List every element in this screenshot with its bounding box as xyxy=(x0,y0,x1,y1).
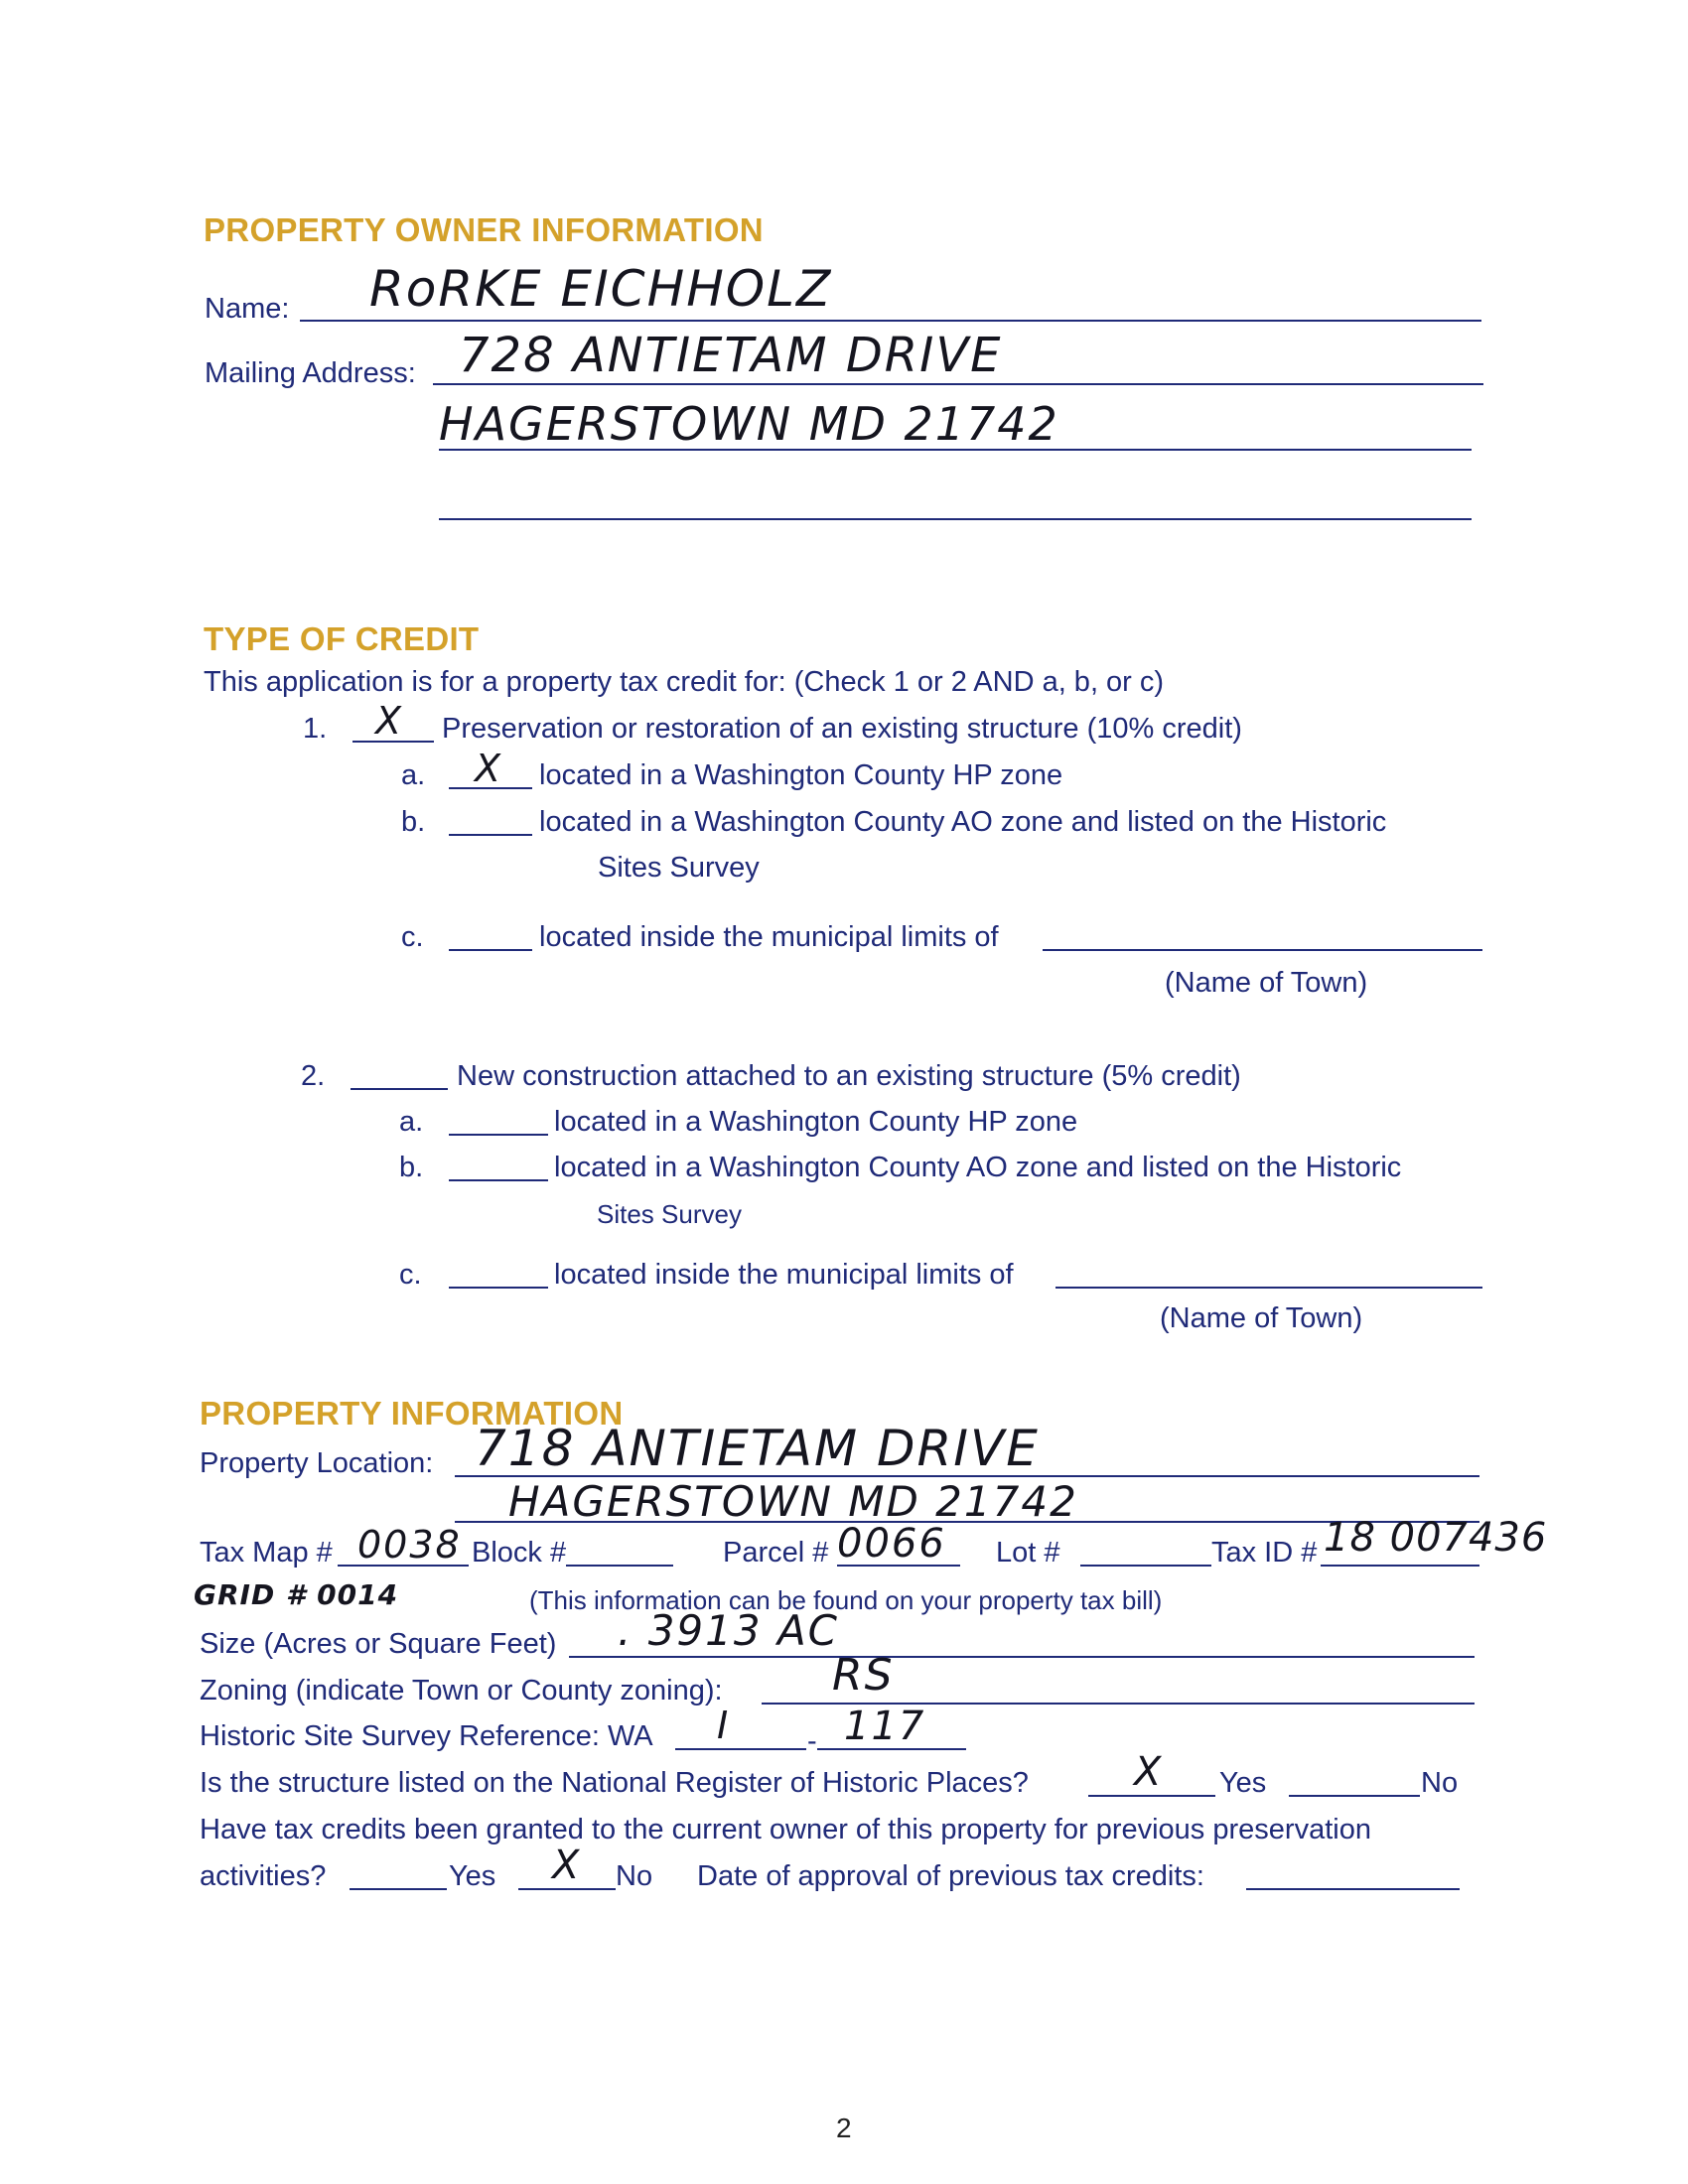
option-2-checkbox-line[interactable] xyxy=(351,1088,448,1090)
mailing-address-line-3[interactable] xyxy=(439,518,1472,520)
option-2c-town-line[interactable] xyxy=(1055,1287,1482,1289)
option-1c-checkbox-line[interactable] xyxy=(449,949,532,951)
option-1b-checkbox-line[interactable] xyxy=(449,834,532,836)
owner-section-heading: PROPERTY OWNER INFORMATION xyxy=(204,211,764,248)
option-1c-town-line[interactable] xyxy=(1043,949,1482,951)
property-section-heading: PROPERTY INFORMATION xyxy=(200,1395,624,1432)
option-2c-letter: c. xyxy=(399,1259,422,1291)
property-location-value-1: 718 ANTIETAM DRIVE xyxy=(475,1420,1040,1477)
size-label: Size (Acres or Square Feet) xyxy=(200,1628,557,1660)
previous-credits-yes-line[interactable] xyxy=(350,1888,447,1890)
option-1c-town-caption: (Name of Town) xyxy=(1165,967,1368,999)
block-label: Block # xyxy=(472,1537,567,1569)
option-2b-label-cont: Sites Survey xyxy=(597,1199,742,1229)
zoning-value: RS xyxy=(832,1650,895,1701)
option-1b-letter: b. xyxy=(401,806,426,838)
option-2b-checkbox-line[interactable] xyxy=(449,1179,548,1181)
option-1-number: 1. xyxy=(303,713,328,745)
page-number: 2 xyxy=(836,2113,852,2143)
national-register-yes-mark: X xyxy=(1134,1749,1164,1795)
property-location-value-2: HAGERSTOWN MD 21742 xyxy=(508,1477,1078,1526)
previous-credits-no-line[interactable] xyxy=(518,1888,616,1890)
previous-credits-yes-label: Yes xyxy=(449,1860,496,1892)
option-2-number: 2. xyxy=(301,1060,326,1092)
survey-reference-value-2: 117 xyxy=(844,1704,926,1749)
option-2c-checkbox-line[interactable] xyxy=(449,1287,548,1289)
previous-credits-no-mark: X xyxy=(552,1843,582,1888)
option-2b-letter: b. xyxy=(399,1152,424,1183)
parcel-value: 0066 xyxy=(837,1521,946,1567)
option-2a-label: located in a Washington County HP zone xyxy=(554,1106,1078,1138)
property-location-label: Property Location: xyxy=(200,1447,434,1479)
block-line[interactable] xyxy=(566,1565,673,1567)
option-2b-label: located in a Washington County AO zone and listed on the Historic xyxy=(554,1152,1402,1183)
option-1a-letter: a. xyxy=(401,759,426,791)
option-2c-town-caption: (Name of Town) xyxy=(1160,1302,1363,1334)
address-line-2-value: HAGERSTOWN MD 21742 xyxy=(439,397,1059,451)
previous-credits-no-label: No xyxy=(616,1860,653,1892)
option-1b-label: located in a Washington County AO zone and listed on the Historic xyxy=(539,806,1387,838)
tax-map-value: 0038 xyxy=(357,1523,462,1567)
national-register-no-label: No xyxy=(1421,1767,1459,1799)
survey-reference-label: Historic Site Survey Reference: WA xyxy=(200,1720,653,1752)
survey-reference-dash: - xyxy=(807,1725,817,1757)
approval-date-label: Date of approval of previous tax credits: xyxy=(697,1860,1204,1892)
credit-instructions: This application is for a property tax credit for: (Check 1 or 2 AND a, b, or c) xyxy=(204,666,1165,698)
option-1-check-mark: X xyxy=(375,699,404,743)
option-1c-label: located inside the municipal limits of xyxy=(539,921,999,953)
name-field-line[interactable] xyxy=(300,320,1481,322)
approval-date-line[interactable] xyxy=(1246,1888,1460,1890)
previous-credits-question-cont: activities? xyxy=(200,1860,327,1892)
lot-line[interactable] xyxy=(1080,1565,1211,1567)
option-1a-check-mark: X xyxy=(475,747,503,790)
option-2c-label: located inside the municipal limits of xyxy=(554,1259,1014,1291)
grid-note: GRID # 0014 xyxy=(194,1578,399,1611)
option-2-label: New construction attached to an existing structure (5% credit) xyxy=(457,1060,1241,1092)
tax-id-label: Tax ID # xyxy=(1211,1537,1318,1569)
survey-reference-line-1[interactable] xyxy=(675,1748,806,1750)
size-line[interactable] xyxy=(569,1656,1475,1658)
option-2a-checkbox-line[interactable] xyxy=(449,1134,548,1136)
mailing-address-line-1[interactable] xyxy=(433,383,1483,385)
survey-reference-value-1: I xyxy=(717,1704,731,1747)
tax-bill-note: (This information can be found on your property tax bill) xyxy=(529,1585,1163,1615)
option-1b-label-cont: Sites Survey xyxy=(598,852,760,884)
option-1c-letter: c. xyxy=(401,921,424,953)
address-line-1-value: 728 ANTIETAM DRIVE xyxy=(459,328,1003,383)
option-1-label: Preservation or restoration of an existing structure (10% credit) xyxy=(442,713,1242,745)
option-1a-label: located in a Washington County HP zone xyxy=(539,759,1063,791)
mailing-address-label: Mailing Address: xyxy=(205,357,416,389)
national-register-question: Is the structure listed on the National Register of Historic Places? xyxy=(200,1767,1029,1799)
tax-id-line[interactable] xyxy=(1321,1565,1479,1567)
lot-label: Lot # xyxy=(996,1537,1060,1569)
parcel-label: Parcel # xyxy=(723,1537,829,1569)
previous-credits-question: Have tax credits been granted to the current owner of this property for previous preservation xyxy=(200,1814,1371,1845)
credit-section-heading: TYPE OF CREDIT xyxy=(204,620,480,657)
national-register-no-line[interactable] xyxy=(1289,1795,1420,1797)
national-register-yes-label: Yes xyxy=(1219,1767,1267,1799)
name-value: RoRKE EICHHOLZ xyxy=(369,260,833,318)
name-label: Name: xyxy=(205,293,290,325)
tax-id-value: 18 007436 xyxy=(1324,1515,1548,1561)
zoning-label: Zoning (indicate Town or County zoning): xyxy=(200,1675,723,1706)
tax-map-label: Tax Map # xyxy=(200,1537,333,1569)
option-2a-letter: a. xyxy=(399,1106,424,1138)
size-value: . 3913 AC xyxy=(618,1606,839,1655)
national-register-yes-line[interactable] xyxy=(1088,1795,1215,1797)
